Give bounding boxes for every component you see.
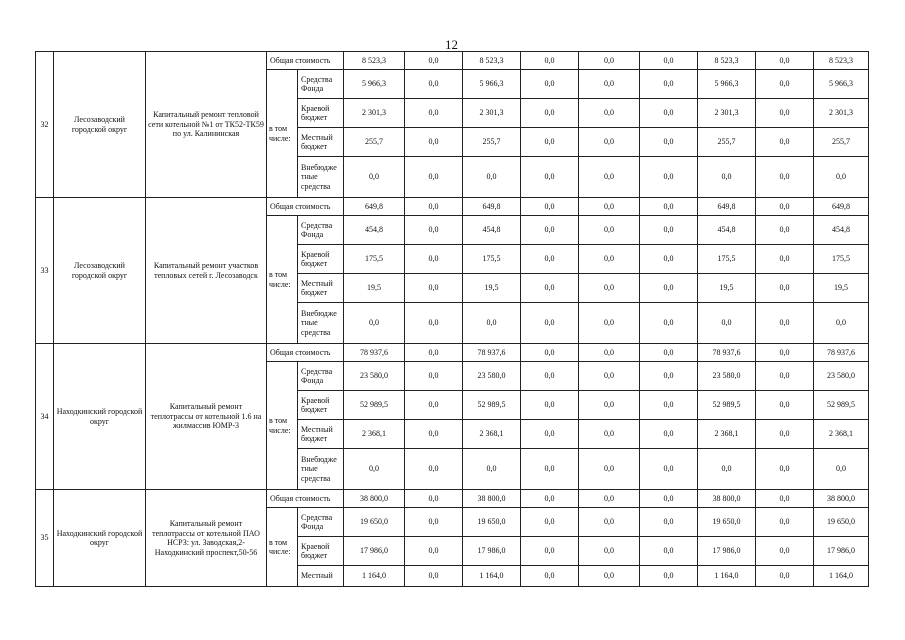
funding-source-label: Краевой бюджет [298, 99, 344, 128]
value-cell: 649,8 [344, 198, 405, 216]
value-cell: 17 986,0 [463, 537, 521, 566]
value-cell: 2 301,3 [344, 99, 405, 128]
value-cell: 0,0 [756, 128, 814, 157]
table-body [36, 52, 869, 587]
value-cell: 0,0 [405, 274, 463, 303]
value-cell: 0,0 [579, 245, 640, 274]
total-row [36, 344, 869, 362]
value-cell: 38 800,0 [814, 490, 869, 508]
in-that-label: в том числе: [267, 362, 298, 490]
value-cell: 17 986,0 [814, 537, 869, 566]
value-cell: 1 164,0 [698, 566, 756, 587]
value-cell: 0,0 [640, 303, 698, 344]
value-cell: 5 966,3 [344, 70, 405, 99]
value-cell: 649,8 [463, 198, 521, 216]
value-cell: 0,0 [521, 537, 579, 566]
value-cell: 78 937,6 [698, 344, 756, 362]
value-cell: 17 986,0 [698, 537, 756, 566]
value-cell: 0,0 [756, 157, 814, 198]
municipality-cell: Лесозаводский городской округ [54, 198, 146, 344]
value-cell: 0,0 [463, 449, 521, 490]
object-cell: Капитальный ремонт теплотрассы от котельной ПАО НСРЗ: ул. Заводская,2-Находкинский проспект,50-56 [146, 490, 267, 587]
value-cell: 0,0 [814, 157, 869, 198]
funding-source-label: Внебюдже тные средства [298, 303, 344, 344]
value-cell: 0,0 [640, 52, 698, 70]
value-cell: 2 368,1 [814, 420, 869, 449]
value-cell: 19,5 [698, 274, 756, 303]
value-cell: 5 966,3 [463, 70, 521, 99]
value-cell: 5 966,3 [698, 70, 756, 99]
value-cell: 0,0 [698, 303, 756, 344]
value-cell: 0,0 [521, 490, 579, 508]
value-cell: 0,0 [640, 70, 698, 99]
row-number: 35 [36, 490, 54, 587]
value-cell: 0,0 [405, 566, 463, 587]
value-cell: 0,0 [579, 344, 640, 362]
value-cell: 78 937,6 [344, 344, 405, 362]
value-cell: 0,0 [756, 449, 814, 490]
value-cell: 0,0 [579, 362, 640, 391]
funding-source-label: Средства Фонда [298, 508, 344, 537]
funding-source-label: Внебюдже тные средства [298, 449, 344, 490]
value-cell: 2 301,3 [698, 99, 756, 128]
municipality-cell: Находкинский городской округ [54, 490, 146, 587]
value-cell: 0,0 [344, 303, 405, 344]
municipality-cell: Находкинский городской округ [54, 344, 146, 490]
value-cell: 0,0 [463, 157, 521, 198]
value-cell: 0,0 [640, 274, 698, 303]
value-cell: 0,0 [640, 362, 698, 391]
value-cell: 0,0 [344, 449, 405, 490]
value-cell: 0,0 [521, 245, 579, 274]
value-cell: 0,0 [521, 99, 579, 128]
value-cell: 0,0 [640, 99, 698, 128]
value-cell: 0,0 [405, 70, 463, 99]
value-cell: 0,0 [756, 216, 814, 245]
funding-source-label: Внебюдже тные средства [298, 157, 344, 198]
value-cell: 0,0 [405, 157, 463, 198]
value-cell: 0,0 [640, 420, 698, 449]
value-cell: 0,0 [579, 508, 640, 537]
page-number: 12 [445, 37, 458, 52]
object-cell: Капитальный ремонт тепловой сети котельной №1 от ТК52-ТК59 по ул. Калининская [146, 52, 267, 198]
object-cell: Капитальный ремонт участков тепловых сетей г. Лесозаводск [146, 198, 267, 344]
funding-source-label: Средства Фонда [298, 362, 344, 391]
value-cell: 52 989,5 [814, 391, 869, 420]
value-cell: 0,0 [756, 245, 814, 274]
value-cell: 78 937,6 [463, 344, 521, 362]
value-cell: 0,0 [756, 362, 814, 391]
value-cell: 0,0 [756, 566, 814, 587]
value-cell: 255,7 [814, 128, 869, 157]
value-cell: 0,0 [756, 274, 814, 303]
value-cell: 8 523,3 [814, 52, 869, 70]
value-cell: 0,0 [640, 128, 698, 157]
value-cell: 0,0 [579, 128, 640, 157]
value-cell: 0,0 [756, 52, 814, 70]
value-cell: 0,0 [756, 344, 814, 362]
value-cell: 0,0 [579, 490, 640, 508]
value-cell: 23 580,0 [463, 362, 521, 391]
value-cell: 2 368,1 [344, 420, 405, 449]
value-cell: 17 986,0 [344, 537, 405, 566]
value-cell: 0,0 [405, 449, 463, 490]
value-cell: 0,0 [344, 157, 405, 198]
value-cell: 0,0 [698, 157, 756, 198]
value-cell: 454,8 [698, 216, 756, 245]
value-cell: 52 989,5 [463, 391, 521, 420]
value-cell: 0,0 [521, 391, 579, 420]
value-cell: 2 368,1 [698, 420, 756, 449]
value-cell: 0,0 [405, 52, 463, 70]
value-cell: 23 580,0 [344, 362, 405, 391]
value-cell: 0,0 [579, 216, 640, 245]
value-cell: 0,0 [756, 537, 814, 566]
total-label: Общая стоимость [267, 52, 344, 70]
value-cell: 0,0 [521, 274, 579, 303]
row-number: 33 [36, 198, 54, 344]
value-cell: 0,0 [405, 490, 463, 508]
value-cell: 0,0 [405, 391, 463, 420]
value-cell: 0,0 [579, 566, 640, 587]
total-label: Общая стоимость [267, 344, 344, 362]
value-cell: 0,0 [521, 344, 579, 362]
value-cell: 649,8 [814, 198, 869, 216]
value-cell: 2 301,3 [463, 99, 521, 128]
value-cell: 0,0 [756, 198, 814, 216]
value-cell: 52 989,5 [698, 391, 756, 420]
value-cell: 52 989,5 [344, 391, 405, 420]
value-cell: 0,0 [405, 537, 463, 566]
value-cell: 0,0 [521, 566, 579, 587]
value-cell: 8 523,3 [698, 52, 756, 70]
value-cell: 255,7 [344, 128, 405, 157]
value-cell: 23 580,0 [698, 362, 756, 391]
value-cell: 0,0 [756, 303, 814, 344]
value-cell: 0,0 [756, 490, 814, 508]
value-cell: 0,0 [640, 245, 698, 274]
value-cell: 0,0 [521, 216, 579, 245]
value-cell: 38 800,0 [463, 490, 521, 508]
value-cell: 2 301,3 [814, 99, 869, 128]
value-cell: 0,0 [579, 198, 640, 216]
value-cell: 0,0 [579, 99, 640, 128]
funding-source-label: Средства Фонда [298, 216, 344, 245]
value-cell: 38 800,0 [344, 490, 405, 508]
funding-source-label: Местный бюджет [298, 274, 344, 303]
funding-table [35, 51, 869, 587]
value-cell: 0,0 [756, 420, 814, 449]
in-that-label: в том числе: [267, 508, 298, 587]
funding-source-label: Местный бюджет [298, 128, 344, 157]
value-cell: 0,0 [579, 303, 640, 344]
value-cell: 0,0 [521, 508, 579, 537]
value-cell: 0,0 [521, 362, 579, 391]
value-cell: 0,0 [521, 420, 579, 449]
value-cell: 0,0 [579, 70, 640, 99]
value-cell: 19 650,0 [463, 508, 521, 537]
funding-source-label: Краевой бюджет [298, 537, 344, 566]
value-cell: 0,0 [756, 391, 814, 420]
value-cell: 0,0 [579, 274, 640, 303]
value-cell: 0,0 [405, 216, 463, 245]
value-cell: 0,0 [405, 420, 463, 449]
value-cell: 0,0 [521, 449, 579, 490]
value-cell: 0,0 [640, 449, 698, 490]
value-cell: 0,0 [521, 303, 579, 344]
value-cell: 78 937,6 [814, 344, 869, 362]
value-cell: 454,8 [463, 216, 521, 245]
value-cell: 19 650,0 [344, 508, 405, 537]
value-cell: 19 650,0 [698, 508, 756, 537]
value-cell: 0,0 [640, 344, 698, 362]
value-cell: 0,0 [640, 198, 698, 216]
value-cell: 454,8 [814, 216, 869, 245]
value-cell: 0,0 [405, 245, 463, 274]
total-label: Общая стоимость [267, 198, 344, 216]
value-cell: 0,0 [405, 128, 463, 157]
in-that-label: в том числе: [267, 216, 298, 344]
value-cell: 0,0 [579, 52, 640, 70]
in-that-label: в том числе: [267, 70, 298, 198]
value-cell: 0,0 [579, 157, 640, 198]
value-cell: 175,5 [814, 245, 869, 274]
value-cell: 0,0 [463, 303, 521, 344]
value-cell: 0,0 [579, 537, 640, 566]
value-cell: 0,0 [579, 391, 640, 420]
value-cell: 0,0 [640, 216, 698, 245]
value-cell: 23 580,0 [814, 362, 869, 391]
value-cell: 0,0 [579, 420, 640, 449]
value-cell: 2 368,1 [463, 420, 521, 449]
value-cell: 0,0 [640, 566, 698, 587]
total-row [36, 52, 869, 70]
value-cell: 0,0 [640, 537, 698, 566]
value-cell: 1 164,0 [463, 566, 521, 587]
row-number: 34 [36, 344, 54, 490]
value-cell: 0,0 [756, 508, 814, 537]
value-cell: 175,5 [344, 245, 405, 274]
value-cell: 0,0 [814, 449, 869, 490]
value-cell: 0,0 [640, 508, 698, 537]
value-cell: 0,0 [640, 157, 698, 198]
value-cell: 0,0 [579, 449, 640, 490]
funding-source-label: Краевой бюджет [298, 391, 344, 420]
funding-source-label: Краевой бюджет [298, 245, 344, 274]
value-cell: 1 164,0 [344, 566, 405, 587]
value-cell: 0,0 [405, 362, 463, 391]
value-cell: 175,5 [463, 245, 521, 274]
value-cell: 0,0 [640, 490, 698, 508]
value-cell: 1 164,0 [814, 566, 869, 587]
value-cell: 19,5 [814, 274, 869, 303]
value-cell: 0,0 [814, 303, 869, 344]
value-cell: 8 523,3 [344, 52, 405, 70]
value-cell: 454,8 [344, 216, 405, 245]
value-cell: 19 650,0 [814, 508, 869, 537]
value-cell: 0,0 [521, 198, 579, 216]
value-cell: 8 523,3 [463, 52, 521, 70]
value-cell: 0,0 [405, 508, 463, 537]
value-cell: 255,7 [463, 128, 521, 157]
value-cell: 0,0 [698, 449, 756, 490]
total-row [36, 198, 869, 216]
value-cell: 255,7 [698, 128, 756, 157]
total-row [36, 490, 869, 508]
value-cell: 38 800,0 [698, 490, 756, 508]
value-cell: 0,0 [756, 99, 814, 128]
value-cell: 649,8 [698, 198, 756, 216]
value-cell: 19,5 [463, 274, 521, 303]
total-label: Общая стоимость [267, 490, 344, 508]
value-cell: 175,5 [698, 245, 756, 274]
value-cell: 5 966,3 [814, 70, 869, 99]
value-cell: 19,5 [344, 274, 405, 303]
value-cell: 0,0 [521, 157, 579, 198]
municipality-cell: Лесозаводский городской округ [54, 52, 146, 198]
value-cell: 0,0 [405, 198, 463, 216]
value-cell: 0,0 [521, 70, 579, 99]
value-cell: 0,0 [640, 391, 698, 420]
value-cell: 0,0 [405, 344, 463, 362]
value-cell: 0,0 [405, 303, 463, 344]
funding-source-label: Местный [298, 566, 344, 587]
value-cell: 0,0 [521, 52, 579, 70]
value-cell: 0,0 [405, 99, 463, 128]
value-cell: 0,0 [756, 70, 814, 99]
row-number: 32 [36, 52, 54, 198]
value-cell: 0,0 [521, 128, 579, 157]
object-cell: Капитальный ремонт теплотрассы от котельной 1.6 на жилмассив ЮМР-3 [146, 344, 267, 490]
funding-source-label: Средства Фонда [298, 70, 344, 99]
funding-source-label: Местный бюджет [298, 420, 344, 449]
